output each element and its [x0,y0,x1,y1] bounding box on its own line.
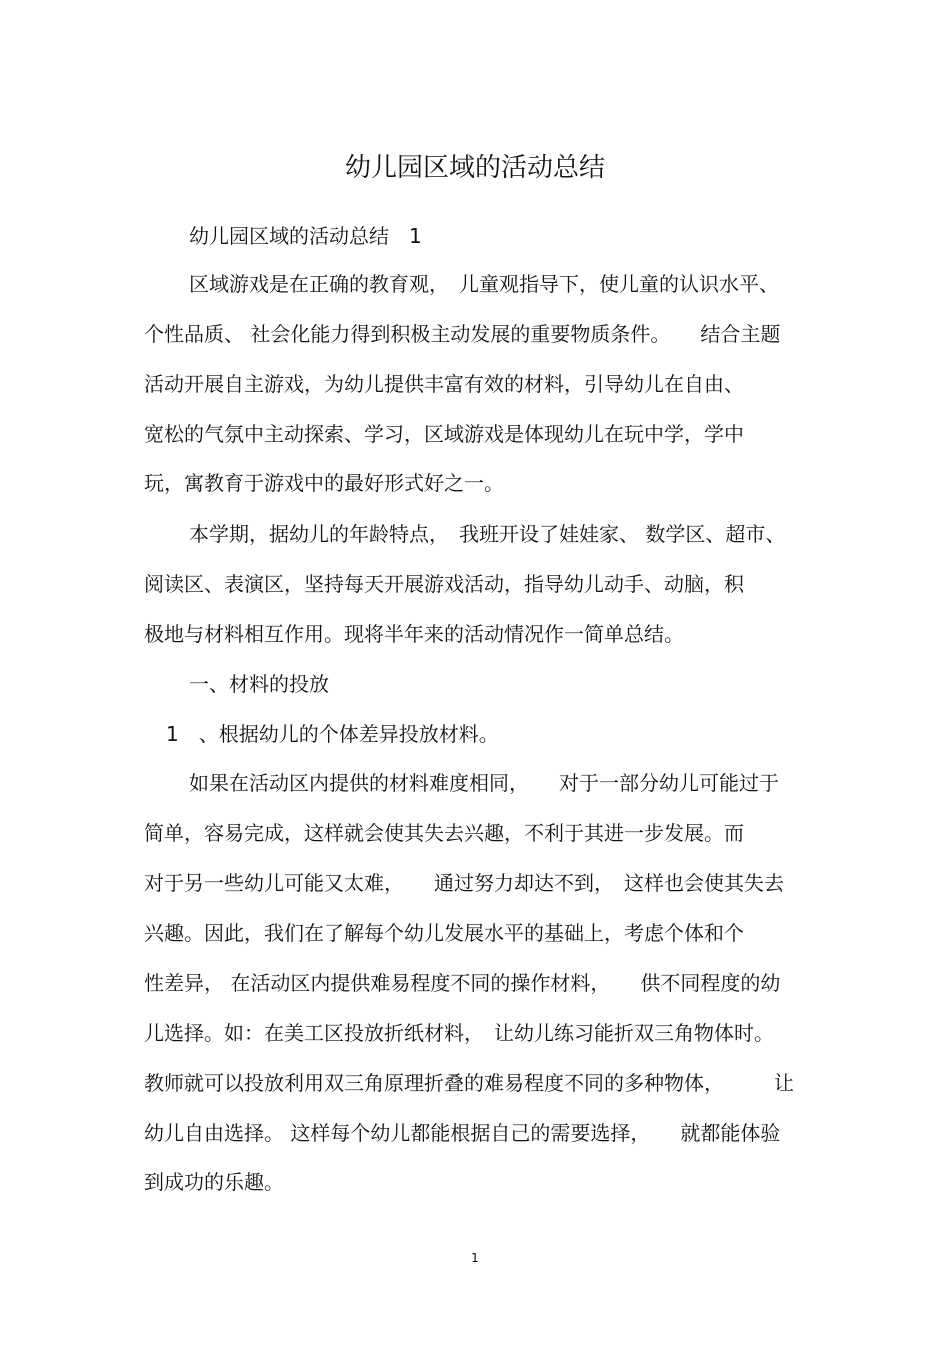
section-heading: 一、材料的投放 [189,672,329,696]
paragraph-line: 幼儿自由选择。 这样每个幼儿都能根据自己的需要选择， 就都能体验 [144,1121,781,1145]
paragraph-line: 个性品质、 社会化能力得到积极主动发展的重要物质条件。 结合主题 [144,322,781,346]
paragraph-line: 宽松的气氛中主动探索、学习，区域游戏是体现幼儿在玩中学，学中 [144,422,744,446]
paragraph-line: 活动开展自主游戏，为幼儿提供丰富有效的材料，引导幼儿在自由、 [144,372,744,396]
paragraph-line: 阅读区、表演区，坚持每天开展游戏活动，指导幼儿动手、动脑，积 [144,572,744,596]
section-heading: 幼儿园区域的活动总结 1 [189,224,422,248]
paragraph-line: 区域游戏是在正确的教育观， 儿童观指导下，使儿童的认识水平、 [189,272,779,296]
document-title: 幼儿园区域的活动总结 [344,153,605,183]
paragraph-line: 极地与材料相互作用。现将半年来的活动情况作一简单总结。 [144,622,684,646]
paragraph-line: 玩，寓教育于游戏中的最好形式好之一。 [144,471,504,495]
paragraph-line: 兴趣。因此，我们在了解每个幼儿发展水平的基础上，考虑个体和个 [144,921,744,945]
paragraph-line: 如果在活动区内提供的材料难度相同， 对于一部分幼儿可能过于 [189,771,779,795]
paragraph-line: 本学期，据幼儿的年龄特点， 我班开设了娃娃家、 数学区、超市、 [189,522,786,546]
page-number: 1 [471,1251,479,1265]
paragraph-line: 到成功的乐趣。 [144,1170,284,1194]
paragraph-line: 儿选择。如：在美工区投放折纸材料， 让幼儿练习能折双三角物体时。 [144,1021,774,1045]
subsection-heading: 1 、根据幼儿的个体差异投放材料。 [166,722,499,746]
paragraph-line: 对于另一些幼儿可能又太难， 通过努力却达不到， 这样也会使其失去 [144,871,784,895]
paragraph-line: 教师就可以投放利用双三角原理折叠的难易程度不同的多种物体， 让 [144,1071,794,1095]
paragraph-line: 性差异， 在活动区内提供难易程度不同的操作材料， 供不同程度的幼 [144,971,781,995]
paragraph-line: 简单，容易完成，这样就会使其失去兴趣，不利于其进一步发展。而 [144,821,744,845]
